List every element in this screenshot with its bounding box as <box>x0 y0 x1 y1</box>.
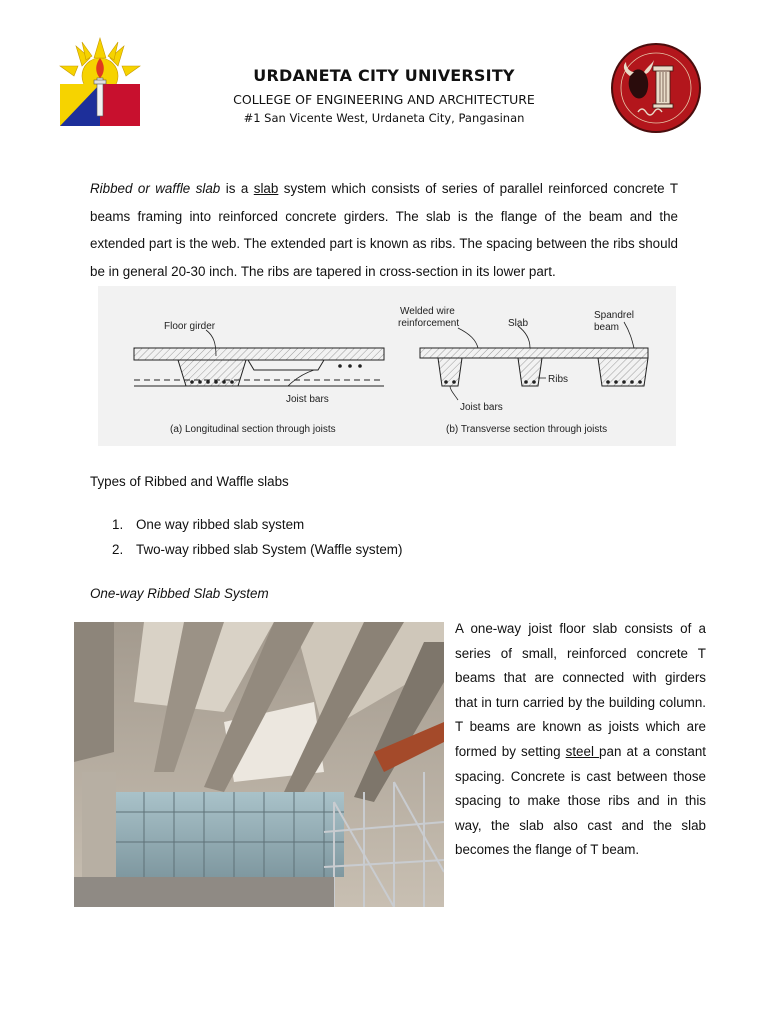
figure-label-joist-bars-b: Joist bars <box>460 402 503 413</box>
figure-label-spandrel: Spandrel <box>594 310 635 321</box>
oneway-description <box>455 617 706 863</box>
figure-caption-b: (b) Transverse section through joists <box>446 424 608 435</box>
oneway-text-b: pan at a constant spacing. Concrete is cast between those spacing to make those ribs and in this way, the slab also cast and the slab becomes the flange of T beam. <box>455 743 706 858</box>
transverse-section-drawing <box>420 322 648 400</box>
oneway-heading: One-way Ribbed Slab System <box>90 586 269 601</box>
figure-label-welded-wire: Welded wire <box>400 306 455 317</box>
ribbed-slab-construction-photo <box>74 622 444 907</box>
list-item-number: 2. <box>112 542 124 557</box>
intro-paragraph <box>90 175 678 285</box>
intro-term: Ribbed or waffle slab <box>90 181 221 196</box>
steel-link[interactable]: steel <box>565 743 600 759</box>
figure-label-slab: Slab <box>508 318 529 329</box>
list-item-text: Two-way ribbed slab System (Waffle system) <box>136 542 403 557</box>
intro-text-a: is a <box>220 181 254 196</box>
intro-text-b: system which consists of series of parallel reinforced concrete T beams framing into reinforced concrete girders. The slab is the flange of the beam and the extended part is the web. The extended part is known as ribs. The spacing between the ribs should be in general 20-30 inch. The ribs are tapered in cross-section in its lower part. <box>90 181 679 279</box>
figure-label-joist-bars-a: Joist bars <box>286 394 329 405</box>
longitudinal-section-drawing <box>134 330 384 386</box>
list-item <box>112 542 402 557</box>
figure-label-reinforcement: reinforcement <box>398 318 460 329</box>
list-item-number: 1. <box>112 517 124 532</box>
figure-label-ribs: Ribs <box>548 374 569 385</box>
figure-label-floor-girder: Floor girder <box>164 321 216 332</box>
slab-section-figure <box>98 286 676 446</box>
university-address: #1 San Vicente West, Urdaneta City, Pangasinan <box>243 111 525 125</box>
types-heading: Types of Ribbed and Waffle slabs <box>90 474 289 489</box>
list-item <box>112 517 304 532</box>
slab-link[interactable]: slab <box>253 181 279 196</box>
list-item-text: One way ribbed slab system <box>136 517 305 532</box>
figure-label-beam: beam <box>594 322 620 333</box>
figure-caption-a: (a) Longitudinal section through joists <box>170 424 336 435</box>
college-name: COLLEGE OF ENGINEERING AND ARCHITECTURE <box>233 92 535 107</box>
oneway-text-a: A one-way joist floor slab consists of a series of small, reinforced concrete T beams that are connected with girders that in turn carried by the building column. T beams are known as joists which are formed by setting <box>455 621 706 759</box>
university-name: URDANETA CITY UNIVERSITY <box>253 66 515 85</box>
